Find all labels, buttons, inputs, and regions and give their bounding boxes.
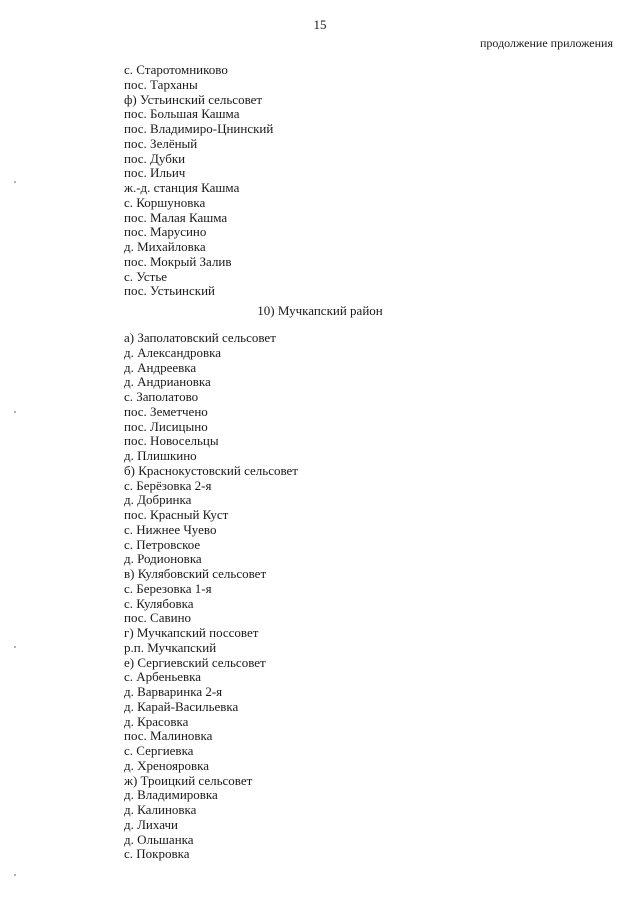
- list-item: пос. Лисицыно: [124, 418, 208, 434]
- list-item: г) Мучкапский поссовет: [124, 625, 259, 640]
- list-item: пос. Дубки: [124, 150, 186, 166]
- list-item: с. Берёзовка 2-я: [124, 477, 212, 493]
- list-item: пос. Новосельцы: [124, 433, 219, 449]
- list-item: пос. Малиновка: [124, 728, 213, 744]
- list-item: а) Заполатовский сельсовет: [124, 330, 276, 345]
- list-item: ж) Троицкий сельсовет: [124, 772, 253, 788]
- scan-speck: [14, 411, 16, 413]
- list-item: с. Березовка 1-я: [124, 580, 212, 596]
- list-item: пос. Зелёный: [124, 135, 198, 151]
- scan-speck: [14, 874, 16, 876]
- list-item: д. Красовка: [124, 713, 189, 729]
- list-item: д. Михайловка: [124, 239, 206, 254]
- page-number: 15: [313, 17, 327, 32]
- list-item: с. Сергиевка: [124, 743, 194, 758]
- list-item: д. Карай-Васильевка: [124, 698, 239, 714]
- list-item: ф) Устьинский сельсовет: [124, 91, 263, 107]
- list-item: с. Петровское: [124, 536, 201, 552]
- list-item: д. Родионовка: [124, 551, 202, 567]
- list-item: р.п. Мучкапский: [124, 639, 217, 655]
- list-item: с. Нижнее Чуево: [124, 521, 217, 537]
- list-item: д. Владимировка: [124, 787, 218, 803]
- list-item: д. Лихачи: [124, 816, 178, 832]
- settlement-list-top: [124, 63, 444, 299]
- list-item: пос. Марусино: [124, 224, 207, 240]
- list-item: пос. Земетчено: [124, 403, 208, 419]
- list-item: в) Кулябовский сельсовет: [124, 566, 267, 581]
- list-item: д. Добринка: [124, 492, 192, 508]
- list-item: ж.-д. станция Кашма: [124, 180, 240, 195]
- list-item: пос. Малая Кашма: [124, 209, 228, 225]
- list-item: с. Коршуновка: [124, 194, 206, 210]
- settlement-list-bottom: [124, 331, 444, 862]
- scan-speck: [14, 181, 16, 183]
- list-item: с. Покровка: [124, 846, 190, 862]
- district-heading: 10) Мучкапский район: [257, 303, 383, 318]
- list-item: пос. Красный Куст: [124, 507, 229, 522]
- list-item: д. Андриановка: [124, 374, 211, 390]
- list-item: с. Кулябовка: [124, 595, 194, 611]
- list-item: пос. Савино: [124, 610, 192, 626]
- list-item: с. Заполатово: [124, 389, 199, 404]
- list-item: пос. Мокрый Залив: [124, 253, 232, 269]
- list-item: д. Калиновка: [124, 802, 197, 817]
- list-item: д. Андреевка: [124, 359, 197, 375]
- list-item: пос. Устьинский: [124, 283, 215, 299]
- list-item: б) Краснокустовский сельсовет: [124, 462, 298, 478]
- list-item: с. Устье: [124, 268, 168, 284]
- list-item: е) Сергиевский сельсовет: [124, 654, 266, 670]
- list-item: пос. Большая Кашма: [124, 106, 240, 122]
- continuation-label: продолжение приложения: [480, 36, 613, 50]
- list-item: с. Старотомниково: [124, 62, 228, 77]
- list-item: д. Александровка: [124, 344, 222, 360]
- list-item: пос. Владимиро-Цнинский: [124, 121, 274, 136]
- list-item: с. Арбеньевка: [124, 669, 202, 685]
- list-item: д. Варваринка 2-я: [124, 684, 223, 699]
- scan-speck: [14, 646, 16, 648]
- list-item: д. Плишкино: [124, 448, 197, 463]
- list-item: д. Хреноярoвка: [124, 757, 209, 773]
- list-item: пос. Ильич: [124, 165, 186, 181]
- list-item: пос. Тарханы: [124, 76, 198, 92]
- list-item: д. Ольшанка: [124, 831, 194, 847]
